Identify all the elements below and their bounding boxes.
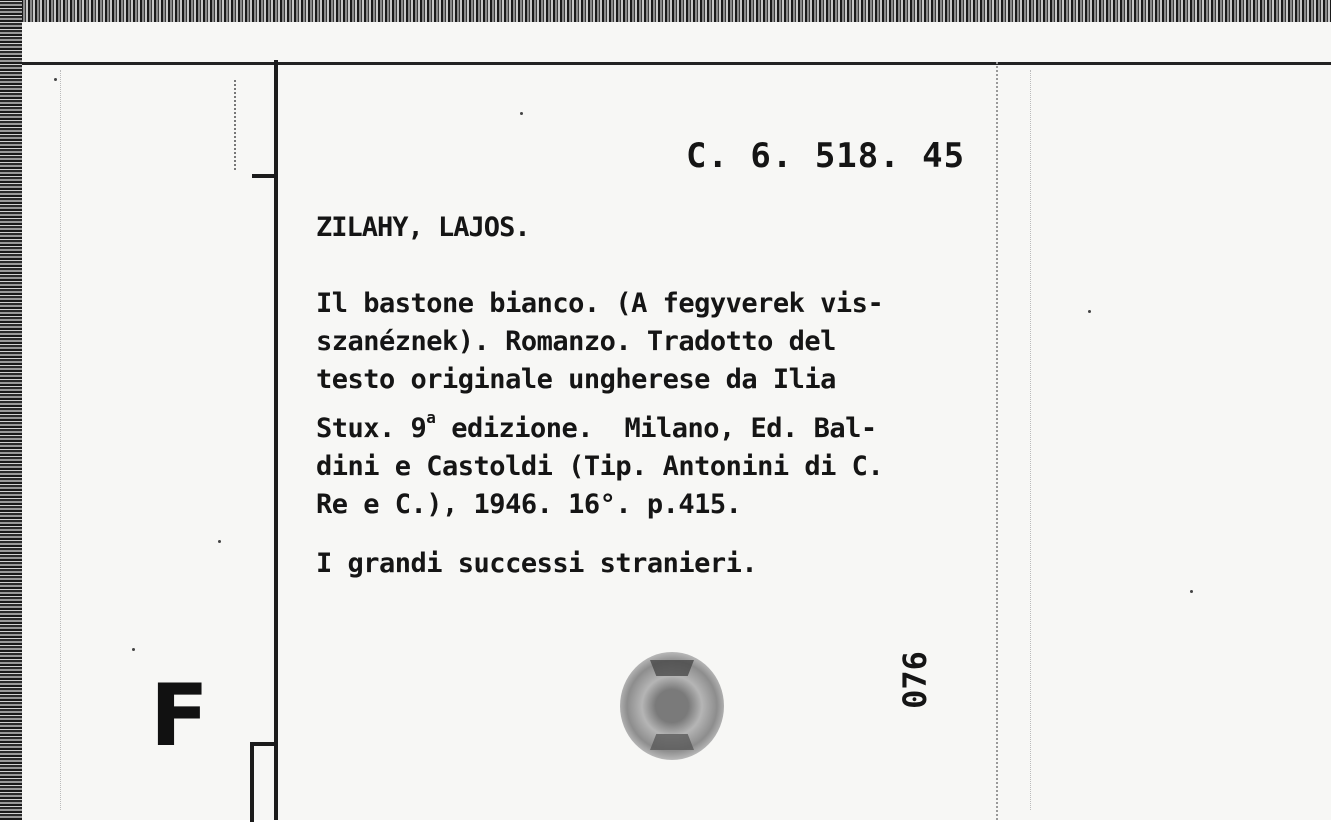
edition-superscript: a xyxy=(426,408,436,427)
side-number: 076 xyxy=(896,651,934,709)
description-line: testo originale ungherese da Ilia xyxy=(316,364,836,395)
card-right-edge xyxy=(996,62,999,820)
description-line: edizione. Milano, Ed. Bal- xyxy=(435,413,877,444)
scan-left-edge xyxy=(0,0,22,820)
dotted-guide xyxy=(1030,70,1033,810)
scan-speck xyxy=(218,540,221,543)
card-left-edge xyxy=(274,62,278,820)
scan-speck xyxy=(132,648,135,651)
series-note: I grandi successi stranieri. xyxy=(316,548,758,579)
description-line: Re e C.), 1946. 16°. p.415. xyxy=(316,489,742,520)
dotted-guide xyxy=(60,70,63,810)
call-number: C. 6. 518. 45 xyxy=(686,136,966,176)
description-line: szanéznek). Romanzo. Tradotto del xyxy=(316,326,836,357)
description-line: Stux. 9 xyxy=(316,413,427,444)
scan-top-edge xyxy=(0,0,1331,22)
description-line: dini e Castoldi (Tip. Antonini di C. xyxy=(316,451,884,482)
card-tab-shadow xyxy=(234,80,250,170)
scan-speck xyxy=(1190,590,1193,593)
bibliographic-description xyxy=(316,285,883,524)
scan-speck xyxy=(54,78,57,81)
drawer-letter: F xyxy=(150,666,209,766)
card-tab-bottom xyxy=(250,742,278,822)
author-heading: ZILAHY, LAJOS. xyxy=(316,212,530,243)
drawer-top-rule xyxy=(22,62,1331,65)
scan-speck xyxy=(1088,310,1091,313)
scan-speck xyxy=(520,112,523,115)
description-line: Il bastone bianco. (A fegyverek vis- xyxy=(316,288,884,319)
